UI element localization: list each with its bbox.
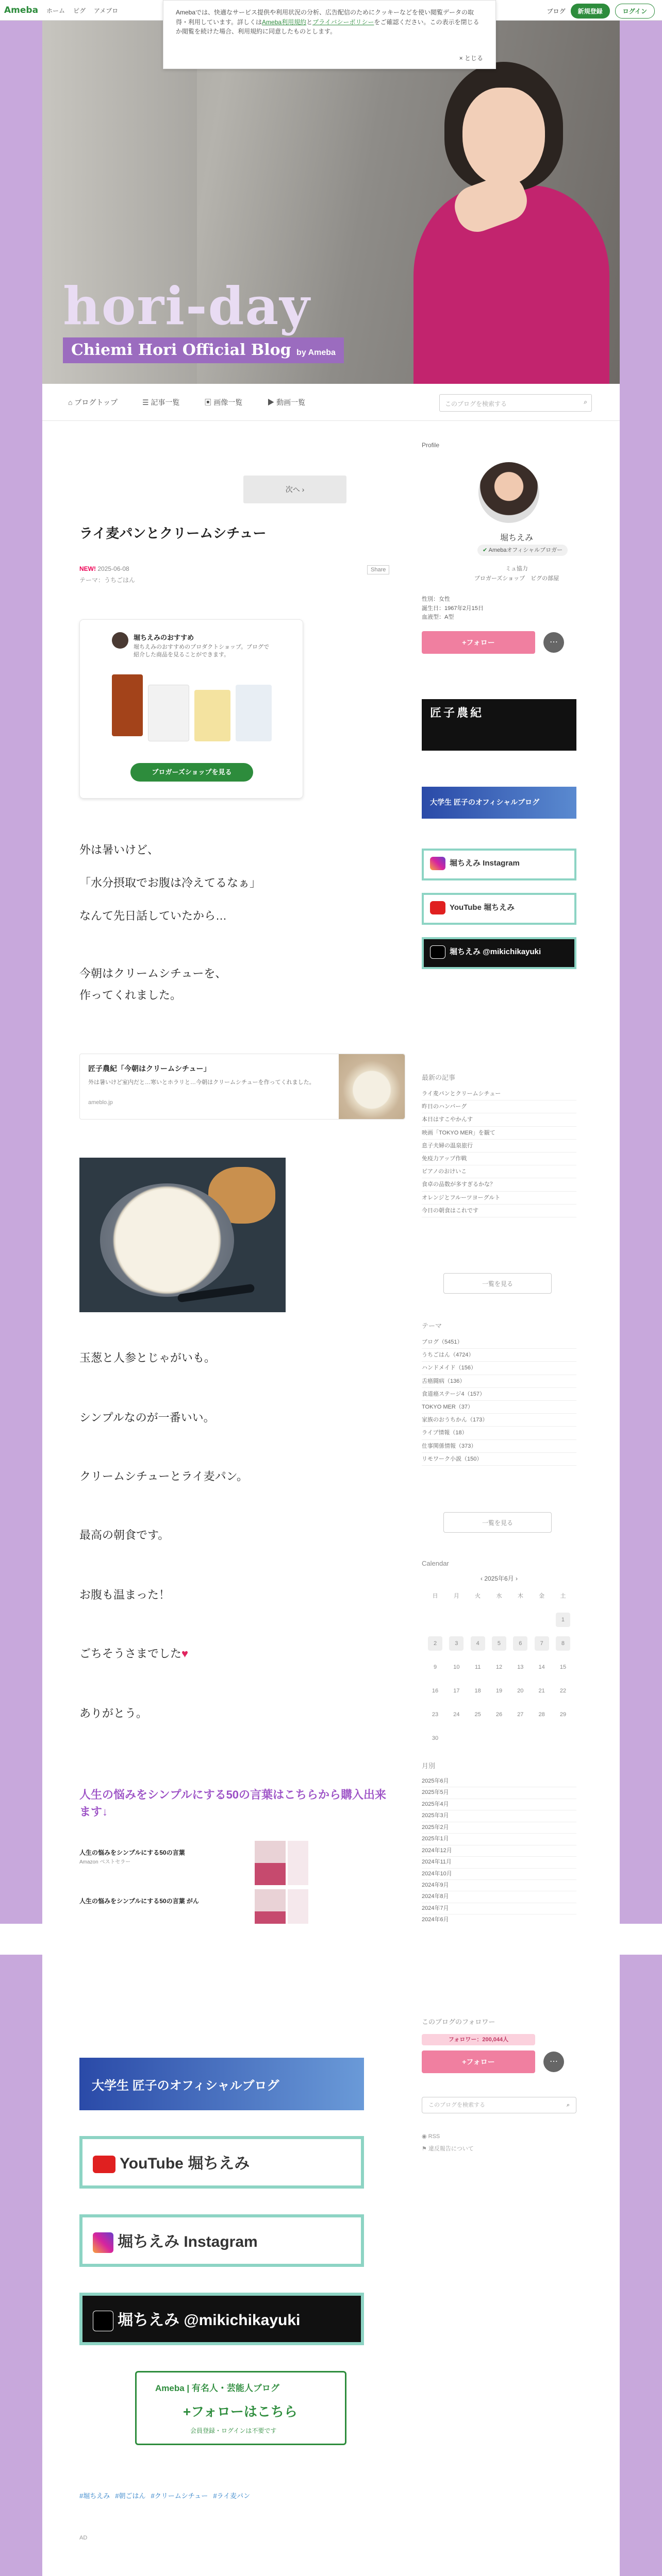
calendar-day[interactable]: 9 — [433, 1664, 437, 1670]
ameba-banner-line1: Ameba | 有名人・芸能人ブログ — [155, 2383, 279, 2393]
recommend-shop-button[interactable]: ブロガーズショップを見る — [130, 763, 253, 782]
book-cover-side — [288, 1841, 308, 1885]
blog-subtitle — [63, 337, 344, 363]
sidebar-banner-youtube[interactable] — [422, 893, 576, 925]
latest-heading: 最新の記事 — [422, 1074, 456, 1081]
calendar-week — [422, 1679, 576, 1703]
hashtag[interactable]: #朝ごはん — [115, 2492, 146, 2500]
calendar-day — [428, 1608, 442, 1632]
archive-item[interactable]: 2024年12月 — [422, 1845, 576, 1857]
theme-item[interactable]: ブログ（5451） — [422, 1336, 576, 1349]
ameba-follow-banner[interactable] — [135, 2371, 346, 2445]
blog-subtitle-by: by Ameba — [296, 348, 336, 357]
calendar-day[interactable]: 13 — [517, 1664, 524, 1670]
recommend-desc: 堀ちえみのおすすめのプロダクトショップ。ブログで紹介した商品を見ることができます。 — [134, 644, 270, 658]
body-line: クリームシチューとライ麦パン。 — [79, 1470, 248, 1483]
notice-text-a: Amebaでは、快適なサービス提供や利用状況の分析、広告配信のためにクッキーなどを使い閲覧データの取得・利用しています。詳しくは — [176, 9, 474, 26]
calendar-day[interactable]: 16 — [432, 1688, 439, 1694]
nav-videos-label: 動画一覧 — [276, 398, 306, 406]
calendar-day[interactable]: 10 — [453, 1664, 460, 1670]
terms-link[interactable]: Ameba利用規約 — [262, 18, 307, 26]
ameba-logo[interactable]: Ameba — [4, 5, 39, 15]
archive-item[interactable]: 2024年11月 — [422, 1857, 576, 1868]
chevron-left-icon[interactable]: ‹ — [480, 1575, 485, 1582]
instagram-icon — [93, 2232, 113, 2253]
calendar-day — [471, 1608, 485, 1632]
sidebar-search-input[interactable] — [422, 2097, 576, 2113]
archive-item[interactable]: 2025年5月 — [422, 1787, 576, 1799]
image-icon: ▣ — [204, 398, 214, 406]
link-card[interactable] — [79, 1054, 405, 1120]
theme-list — [422, 1336, 576, 1466]
hashtag[interactable]: #ライ麦パン — [213, 2492, 251, 2500]
recommend-products — [112, 669, 272, 752]
stew-bowl-image — [100, 1183, 234, 1297]
calendar-day — [449, 1726, 464, 1750]
recommend-avatar — [112, 632, 128, 649]
body-line: シンプルなのが一番いい。 — [79, 1411, 215, 1424]
sidebar-banner[interactable]: 匠子農紀 — [422, 699, 576, 751]
theme-item[interactable]: ライブ情報（18） — [422, 1427, 576, 1439]
calendar-weekday: 木 — [517, 1593, 523, 1599]
hashtag[interactable]: #堀ちえみ — [79, 2492, 110, 2500]
verified-icon: ✔ — [483, 547, 489, 553]
main-column — [42, 421, 413, 1924]
rss-link[interactable] — [422, 2133, 440, 2140]
x-banner-label: 堀ちえみ @mikichikayuki — [450, 947, 541, 956]
calendar-day[interactable]: 20 — [517, 1688, 524, 1694]
latest-item[interactable]: 本日はすこやかんす — [422, 1113, 576, 1126]
theme-item[interactable]: 舌癌闘病（136） — [422, 1375, 576, 1388]
rss-label: RSS — [428, 2133, 440, 2140]
ad-label: AD — [79, 2535, 88, 2541]
theme-item[interactable]: TOKYO MER（37） — [422, 1401, 576, 1414]
calendar-day[interactable]: 15 — [559, 1664, 567, 1670]
latest-item[interactable]: ライ麦パンとクリームシチュー — [422, 1088, 576, 1100]
login-button[interactable]: ログイン — [615, 4, 655, 19]
followers-count: フォロワー：200,044人 — [422, 2034, 535, 2045]
instagram-icon — [430, 857, 445, 870]
sidebar-lower — [413, 1955, 620, 2576]
sidebar-banner[interactable]: 大学生 匠子のオフィシャルブログ — [422, 787, 576, 819]
x-icon — [93, 2311, 113, 2331]
latest-item[interactable]: ピアノのおけいこ — [422, 1165, 576, 1178]
archive-item[interactable]: 2024年8月 — [422, 1891, 576, 1903]
youtube-banner[interactable] — [79, 2136, 364, 2189]
top-nav-home[interactable]: ホーム — [46, 7, 65, 14]
book-cover — [255, 1841, 286, 1885]
body-line: なんて先日話していたから… — [79, 909, 227, 922]
follow-button-2[interactable]: +フォロー — [422, 2050, 535, 2073]
notice-text-c: をご確認ください。この表示を閉じるか閲覧を続けた場合、利用規約に同意したものとします。 — [176, 18, 479, 36]
x-icon — [430, 945, 445, 959]
sidebar-banner-instagram[interactable] — [422, 849, 576, 880]
book-title: 人生の悩みをシンプルにする50の言葉 — [79, 1849, 185, 1856]
latest-item[interactable]: 映画「TOKYO MER」を観て — [422, 1127, 576, 1140]
nav-images-label: 画像一覧 — [213, 398, 243, 406]
archive-heading: 月別 — [422, 1762, 436, 1770]
x-banner[interactable] — [79, 2293, 364, 2345]
calendar-day[interactable]: 19 — [495, 1688, 503, 1694]
blog-nav-items — [68, 397, 305, 408]
body-line-text: ごちそうさまでした — [79, 1647, 182, 1660]
calendar-day[interactable]: 25 — [474, 1711, 481, 1718]
body-line: 最高の朝食です。 — [79, 1529, 170, 1541]
video-icon: ▶ — [267, 398, 277, 406]
privacy-link[interactable]: プライバシーポリシー — [312, 18, 374, 26]
youtube-banner-label: YouTube 堀ちえみ — [120, 2155, 250, 2172]
youtube-icon — [93, 2156, 115, 2173]
flag-icon: ⚑ — [422, 2146, 428, 2152]
latest-item[interactable]: 食卓の品数が多すぎるかな？ — [422, 1178, 576, 1191]
book-title: 人生の悩みをシンプルにする50の言葉 がん — [79, 1897, 199, 1905]
calendar-day — [556, 1726, 570, 1750]
entry-theme[interactable]: テーマ：うちごはん — [79, 577, 136, 584]
calendar-day[interactable]: 28 — [538, 1711, 545, 1718]
calendar-day — [535, 1726, 549, 1750]
latest-item[interactable]: 息子夫婦の温泉旅行 — [422, 1140, 576, 1153]
theme-item[interactable]: 家族のおうちかん（173） — [422, 1414, 576, 1427]
youtube-icon — [430, 901, 445, 914]
top-right — [547, 4, 655, 19]
recommend-card[interactable] — [79, 619, 303, 799]
followers-heading: このブログのフォロワー — [422, 2018, 495, 2026]
profile-info-line[interactable]: ミュ協力 — [505, 566, 528, 572]
body-line: 作ってくれました。 — [79, 989, 182, 1002]
calendar-heading: Calendar — [422, 1560, 449, 1567]
calendar-day[interactable]: 8 — [556, 1636, 570, 1651]
sidebar-banner-x[interactable] — [422, 937, 576, 969]
top-nav-pigg[interactable]: ピグ — [73, 7, 86, 14]
profile-name[interactable]: 堀ちえみ — [500, 534, 533, 543]
link-card-source: ameblo.jp — [88, 1099, 113, 1106]
body-line: ありがとう。 — [79, 1707, 148, 1720]
calendar-day[interactable]: 24 — [453, 1711, 460, 1718]
profile-detail: 血液型：A型 — [422, 614, 454, 621]
calendar-day[interactable]: 14 — [538, 1664, 545, 1670]
calendar-day[interactable]: 27 — [517, 1711, 524, 1718]
notice-close-button[interactable]: × とじる — [459, 55, 483, 62]
calendar-day — [492, 1608, 506, 1632]
profile-detail: 誕生日：1967年2月15日 — [422, 605, 484, 612]
calendar-weekday: 日 — [432, 1593, 438, 1599]
search-icon[interactable]: ⌕ — [584, 398, 587, 405]
product-image[interactable] — [236, 685, 272, 741]
top-nav-ameblo[interactable]: アメブロ — [94, 7, 119, 14]
link-card-desc: 外は暑いけど室内だと…寒いとホラリと…今朝はクリームシチューを作ってくれました。 — [88, 1079, 315, 1086]
entry-meta — [79, 565, 129, 572]
calendar-day[interactable]: 7 — [535, 1636, 549, 1651]
calendar-week — [422, 1632, 576, 1655]
search-icon[interactable]: ⌕ — [566, 2102, 570, 2108]
nav-videos[interactable] — [267, 397, 305, 408]
calendar-day[interactable]: 23 — [432, 1711, 439, 1718]
header-person-face — [462, 88, 545, 185]
calendar-weekday: 土 — [560, 1593, 566, 1599]
calendar-day[interactable]: 11 — [474, 1664, 481, 1670]
calendar-week — [422, 1655, 576, 1679]
profile-heading: Profile — [422, 442, 440, 449]
home-icon: ⌂ — [68, 398, 75, 406]
sidebar-search-placeholder: このブログを検索する — [428, 2102, 485, 2108]
body-line: 今朝はクリームシチューを、 — [79, 967, 227, 980]
chevron-right-icon[interactable]: › — [514, 1575, 518, 1582]
archive-item[interactable]: 2024年10月 — [422, 1869, 576, 1880]
next-entry-label: 次へ — [285, 485, 300, 494]
calendar-day[interactable]: 29 — [559, 1711, 567, 1718]
univ-banner[interactable]: 大学生 匠子のオフィシャルブログ — [79, 2058, 364, 2110]
recommend-title: 堀ちえみのおすすめ — [134, 634, 194, 641]
nav-blog-top[interactable] — [68, 397, 118, 408]
instagram-banner-label: 堀ちえみ Instagram — [118, 2233, 258, 2250]
official-badge — [477, 545, 568, 556]
violation-report-link[interactable] — [422, 2144, 474, 2153]
blog-nav — [42, 384, 620, 421]
calendar-day — [535, 1608, 549, 1632]
hashtags — [79, 2490, 250, 2500]
header-photo — [413, 52, 599, 384]
calendar-day[interactable]: 6 — [513, 1636, 527, 1651]
cookie-notice — [163, 0, 496, 69]
body-line: 「水分摂取でお腹は冷えてるなぁ」 — [79, 876, 261, 889]
top-nav — [46, 6, 118, 15]
blog-subtitle-text: Chiemi Hori Official Blog — [71, 341, 291, 359]
archive-item[interactable]: 2025年4月 — [422, 1799, 576, 1810]
calendar-day[interactable]: 18 — [474, 1688, 481, 1694]
stew-photo[interactable] — [79, 1158, 286, 1312]
calendar-weekdays — [422, 1584, 576, 1608]
nav-entries[interactable] — [142, 397, 179, 408]
product-image[interactable] — [148, 685, 189, 741]
archive-item[interactable]: 2025年6月 — [422, 1776, 576, 1787]
more-icon[interactable]: ⋯ — [543, 632, 564, 653]
calendar-day[interactable]: 4 — [471, 1636, 485, 1651]
nav-images[interactable] — [204, 397, 242, 408]
blog-link[interactable]: ブログ — [547, 8, 566, 15]
calendar-week — [422, 1608, 576, 1632]
calendar-weekday: 水 — [496, 1593, 502, 1599]
more-icon[interactable]: ⋯ — [543, 2052, 564, 2072]
profile-avatar[interactable] — [478, 462, 539, 523]
archive-item[interactable]: 2024年9月 — [422, 1880, 576, 1891]
latest-more-button[interactable]: 一覧を見る — [443, 1273, 552, 1294]
profile-detail: 性別：女性 — [422, 596, 450, 602]
ameba-banner-line3: 会員登録・ログインは不要です — [190, 2427, 277, 2434]
page-break — [0, 1924, 662, 1955]
main-column-lower — [42, 1955, 413, 2576]
archive-item[interactable]: 2025年1月 — [422, 1834, 576, 1845]
nav-search-input[interactable] — [439, 394, 592, 412]
latest-item[interactable]: 今日の朝食はこれです — [422, 1205, 576, 1217]
calendar-day[interactable]: 2 — [428, 1636, 442, 1651]
body-line-text: お腹も温まった！ — [79, 1588, 171, 1601]
entry-date: 2025-06-08 — [97, 565, 129, 572]
notice-text-b: と — [306, 18, 313, 26]
calendar-day — [492, 1726, 506, 1750]
product-image[interactable] — [194, 690, 230, 741]
notice-close-label: とじる — [464, 55, 483, 62]
entry-title[interactable]: ライ麦パンとクリームシチュー — [79, 526, 267, 541]
official-badge-label: Amebaオフィシャルブロガー — [488, 547, 563, 553]
books-heading: 人生の悩みをシンプルにする50の言葉はこちらから購入出来ます↓ — [79, 1788, 387, 1818]
calendar-week — [422, 1726, 576, 1750]
theme-item[interactable]: 食道癌ステージ4（157） — [422, 1388, 576, 1401]
archive-item[interactable]: 2024年6月 — [422, 1914, 576, 1926]
archive-item[interactable]: 2025年3月 — [422, 1810, 576, 1822]
calendar-month-label: 2025年6月 — [484, 1575, 514, 1582]
chevron-right-icon: › — [302, 485, 305, 494]
theme-more-button[interactable]: 一覧を見る — [443, 1512, 552, 1533]
nav-blog-top-label: ブログトップ — [74, 398, 118, 406]
profile-info — [413, 564, 620, 583]
signup-button[interactable]: 新規登録 — [571, 4, 610, 19]
calendar-day — [471, 1726, 485, 1750]
body-line — [79, 1645, 188, 1661]
youtube-banner-label: YouTube 堀ちえみ — [450, 903, 515, 912]
calendar-day[interactable]: 5 — [492, 1636, 506, 1651]
share-button[interactable]: Share — [367, 565, 389, 574]
calendar-day[interactable]: 17 — [453, 1688, 460, 1694]
calendar-weekday: 火 — [475, 1593, 481, 1599]
theme-item[interactable]: リモワーク小説（150） — [422, 1453, 576, 1466]
hashtag[interactable]: #クリームシチュー — [151, 2492, 208, 2500]
follow-button[interactable]: +フォロー — [422, 631, 535, 654]
blog-header[interactable] — [42, 18, 620, 384]
calendar-day[interactable]: 21 — [538, 1688, 545, 1694]
theme-item[interactable]: ハンドメイド（156） — [422, 1362, 576, 1375]
list-icon: ☰ — [142, 398, 151, 406]
calendar-day — [449, 1608, 464, 1632]
calendar-day[interactable]: 30 — [432, 1735, 439, 1741]
instagram-banner[interactable] — [79, 2214, 364, 2267]
calendar-day[interactable]: 12 — [495, 1664, 503, 1670]
calendar-day — [513, 1608, 527, 1632]
body-line — [79, 1586, 170, 1602]
theme-item[interactable]: 仕事関係情報（373） — [422, 1440, 576, 1453]
next-entry-button[interactable] — [243, 476, 346, 503]
calendar-day — [513, 1726, 527, 1750]
rss-icon: ◉ — [422, 2133, 428, 2140]
latest-item[interactable]: 免疫力アップ作戦 — [422, 1153, 576, 1165]
book-author: Amazon ベストセラー — [79, 1859, 131, 1865]
heart-icon: ♥ — [181, 1647, 189, 1660]
latest-item[interactable]: オレンジとフルーツヨーグルト — [422, 1192, 576, 1205]
instagram-banner-label: 堀ちえみ Instagram — [450, 858, 520, 868]
calendar-month — [422, 1574, 576, 1583]
profile-details — [422, 595, 484, 622]
profile-info-line[interactable]: ブロガーズショップ ビグの部屋 — [474, 575, 559, 582]
link-card-image — [339, 1054, 405, 1119]
latest-list — [422, 1088, 576, 1217]
calendar-day[interactable]: 22 — [559, 1688, 567, 1694]
blog-title: hori-day — [63, 276, 311, 336]
latest-item[interactable]: 昨日のハンバーグ — [422, 1100, 576, 1113]
ameba-banner-line2: +フォローはこちら — [183, 2404, 297, 2419]
calendar-week — [422, 1703, 576, 1726]
nav-search-placeholder: このブログを検索する — [445, 400, 507, 408]
calendar-day[interactable]: 26 — [495, 1711, 503, 1718]
sidebar — [413, 421, 620, 1924]
calendar-grid — [422, 1584, 576, 1750]
body-line: 外は暑いけど、 — [79, 843, 159, 856]
theme-item[interactable]: うちごはん（4724） — [422, 1349, 576, 1362]
new-badge: NEW! — [79, 565, 96, 572]
calendar-day[interactable]: 3 — [449, 1636, 464, 1651]
nav-entries-label: 記事一覧 — [151, 398, 180, 406]
theme-heading: テーマ — [422, 1322, 442, 1330]
product-image[interactable] — [112, 674, 143, 736]
body-line: 玉葱と人参とじゃがいも。 — [79, 1351, 216, 1364]
x-banner-label: 堀ちえみ @mikichikayuki — [118, 2312, 301, 2329]
calendar-day[interactable]: 1 — [556, 1613, 570, 1627]
archive-item[interactable]: 2025年2月 — [422, 1822, 576, 1834]
link-card-title: 匠子農紀「今朝はクリームシチュー」 — [88, 1064, 211, 1073]
violation-report-label: 違反報告について — [428, 2146, 474, 2152]
calendar-weekday: 月 — [453, 1593, 459, 1599]
archive-item[interactable]: 2024年7月 — [422, 1903, 576, 1914]
book-item[interactable] — [79, 1841, 368, 1888]
calendar-weekday: 金 — [539, 1593, 545, 1599]
